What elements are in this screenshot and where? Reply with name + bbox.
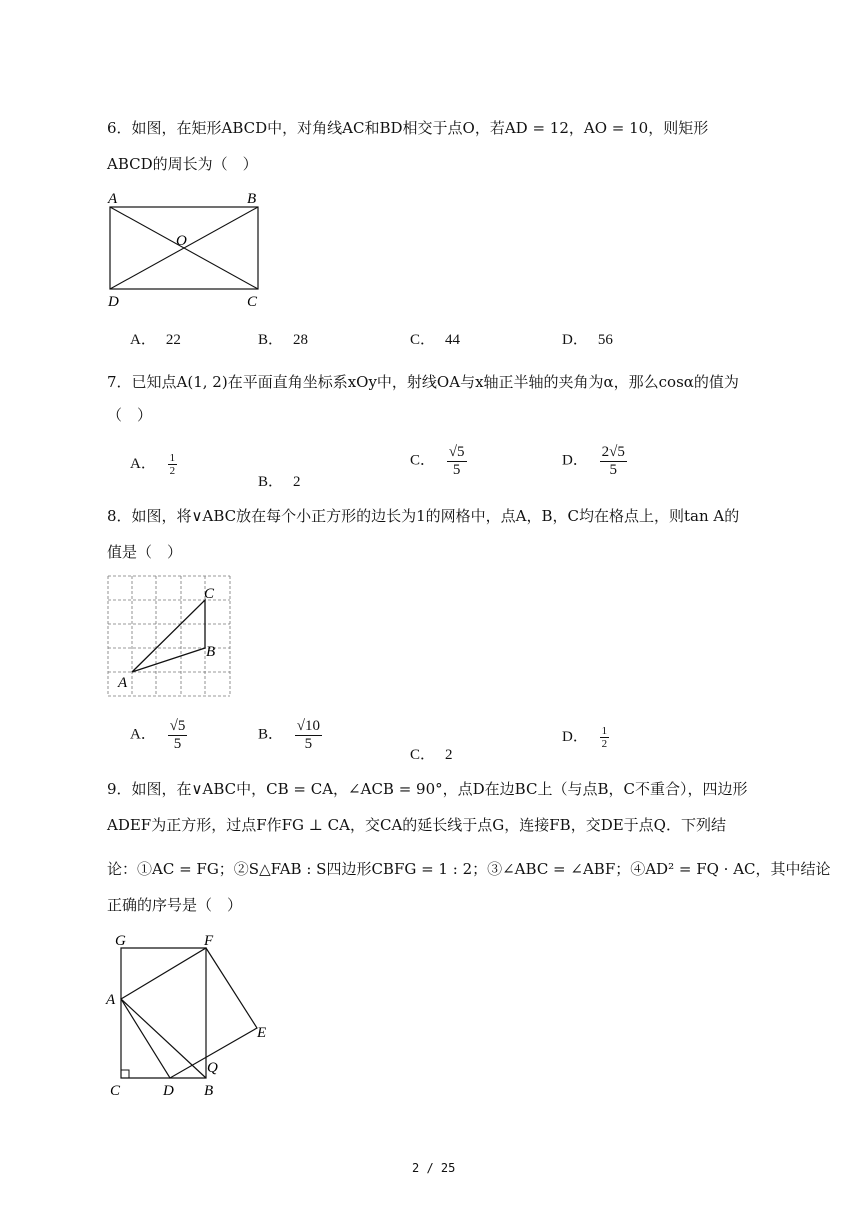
q9-square-figure	[100, 925, 285, 1105]
q9-label-b: B	[204, 1083, 214, 1099]
q7-option-a[interactable]: A． $\frac{1}{2}$	[130, 452, 176, 478]
q8-line2: 值是（ ）	[107, 543, 183, 561]
q6-option-b[interactable]: B． 28	[258, 332, 309, 348]
q6-label-b: B	[247, 191, 257, 207]
q8-option-d[interactable]: D． $\frac{1}{2}$	[562, 725, 608, 751]
q9-label-q: Q	[207, 1060, 218, 1076]
q9-line3: 论：①AC = FG；②S△FAB : S四边形CBFG = 1 : 2；③∠ABC = ∠ABF；④AD² = FQ · AC，其中结论	[107, 860, 831, 878]
q9-line2: ADEF为正方形，过点F作FG ⊥ CA，交CA的延长线于点G，连接FB，交DE于点Q．下列结	[107, 816, 726, 834]
q6-label-c: C	[247, 294, 258, 310]
q7-option-b[interactable]: B． 2	[258, 474, 301, 490]
q7-option-d[interactable]: D． $\frac{2√5}{5}$	[562, 444, 625, 478]
q8-label-b: B	[206, 644, 216, 660]
q8-label-c: C	[204, 586, 215, 602]
q6-label-o: O	[176, 233, 187, 249]
q7-line1: 7．已知点A(1, 2)在平面直角坐标系xOy中，射线OA与x轴正半轴的夹角为α，那么cosα的值为	[107, 373, 739, 391]
q9-label-g: G	[115, 933, 126, 949]
q9-label-e: E	[257, 1025, 267, 1041]
q8-label-a: A	[118, 675, 128, 691]
q6-option-a[interactable]: A． 22	[130, 332, 181, 348]
q6-label-a: A	[108, 191, 118, 207]
q9-label-a: A	[106, 992, 116, 1008]
q9-label-d: D	[163, 1083, 174, 1099]
q9-label-f: F	[204, 933, 214, 949]
q9-line4: 正确的序号是（ ）	[107, 896, 243, 914]
q6-label-d: D	[108, 294, 119, 310]
q6-option-c[interactable]: C． 44	[410, 332, 461, 348]
page-number: 2 / 25	[412, 1161, 456, 1175]
q6-line2: ABCD的周长为（ ）	[107, 155, 258, 173]
q8-grid-figure	[100, 570, 240, 705]
q8-option-a[interactable]: A． $\frac{√5}{5}$	[130, 718, 186, 752]
q8-option-c[interactable]: C． 2	[410, 747, 453, 763]
q6-option-d[interactable]: D． 56	[562, 332, 613, 348]
q8-option-b[interactable]: B． $\frac{√10}{5}$	[258, 718, 320, 752]
q6-rectangle-figure	[100, 185, 275, 310]
q7-line2: （ ）	[107, 406, 153, 424]
q9-label-c: C	[110, 1083, 121, 1099]
q6-line1: 6．如图，在矩形ABCD中，对角线AC和BD相交于点O，若AD = 12，AO = 10，则矩形	[107, 119, 709, 137]
q9-line1: 9．如图，在∨ABC中，CB = CA，∠ACB = 90°，点D在边BC上（与点B，C不重合），四边形	[107, 780, 748, 798]
q7-option-c[interactable]: C． $\frac{√5}{5}$	[410, 444, 465, 478]
q8-line1: 8．如图，将∨ABC放在每个小正方形的边长为1的网格中，点A，B，C均在格点上，则tan A的	[107, 507, 740, 525]
